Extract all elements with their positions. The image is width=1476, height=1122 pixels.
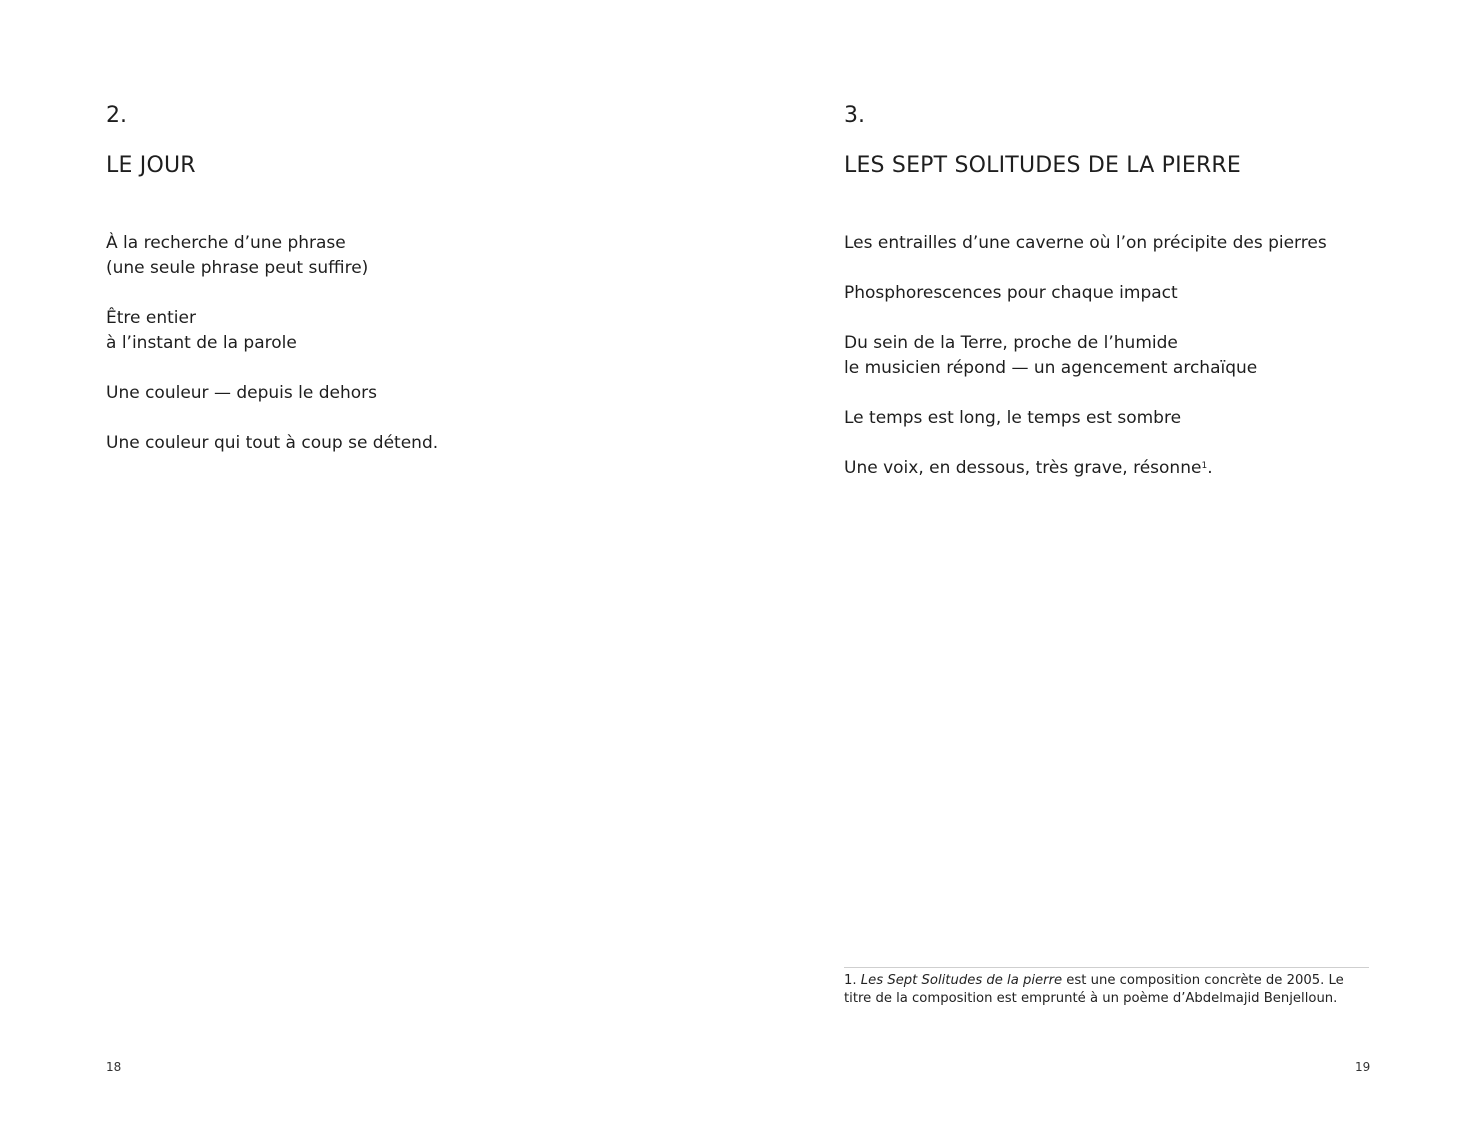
stanza	[106, 306, 438, 356]
section-number: 3.	[844, 103, 865, 128]
poem-line: (une seule phrase peut suffire)	[106, 258, 369, 278]
poem-line: Du sein de la Terre, proche de l’humide	[844, 333, 1178, 353]
footnote-number: 1.	[844, 973, 857, 988]
page-number: 19	[1355, 1060, 1371, 1074]
footnote-divider	[844, 967, 1369, 968]
stanza	[106, 381, 438, 406]
poem-line	[844, 456, 1327, 481]
stanza	[844, 331, 1327, 381]
stanza	[844, 456, 1327, 481]
footnote	[844, 972, 1374, 1008]
stanza	[844, 231, 1327, 256]
footnote-reference[interactable]: 1	[1201, 461, 1208, 471]
poem-line: Les entrailles d’une caverne où l’on précipite des pierres	[844, 233, 1327, 253]
stanza	[844, 281, 1327, 306]
poem-line: Phosphorescences pour chaque impact	[844, 283, 1178, 303]
poem-line: Une couleur qui tout à coup se détend.	[106, 433, 439, 453]
poem-line-trailing: .	[1207, 458, 1213, 478]
poem	[106, 231, 438, 481]
section-title: LES SEPT SOLITUDES DE LA PIERRE	[844, 153, 1242, 178]
right-page	[738, 0, 1476, 1122]
footnote-text: est une composition concrète de 2005. Le titre de la composition est emprunté à un poème d’Abdelmajid Benjelloun.	[844, 973, 1344, 1006]
poem-line: Le temps est long, le temps est sombre	[844, 408, 1182, 428]
poem-line: à l’instant de la parole	[106, 333, 297, 353]
poem-line: À la recherche d’une phrase	[106, 233, 346, 253]
poem-line-text: Une voix, en dessous, très grave, résonne	[844, 458, 1202, 478]
section-number: 2.	[106, 103, 127, 128]
page-number: 18	[106, 1060, 122, 1074]
footnote-work-title: Les Sept Solitudes de la pierre	[860, 973, 1063, 988]
poem-line: Une couleur — depuis le dehors	[106, 383, 378, 403]
stanza	[106, 231, 438, 281]
poem-line: le musicien répond — un agencement archaïque	[844, 358, 1258, 378]
poem	[844, 231, 1327, 506]
stanza	[106, 431, 438, 456]
stanza	[844, 406, 1327, 431]
section-title: LE JOUR	[106, 153, 196, 178]
poem-line: Être entier	[106, 308, 196, 328]
